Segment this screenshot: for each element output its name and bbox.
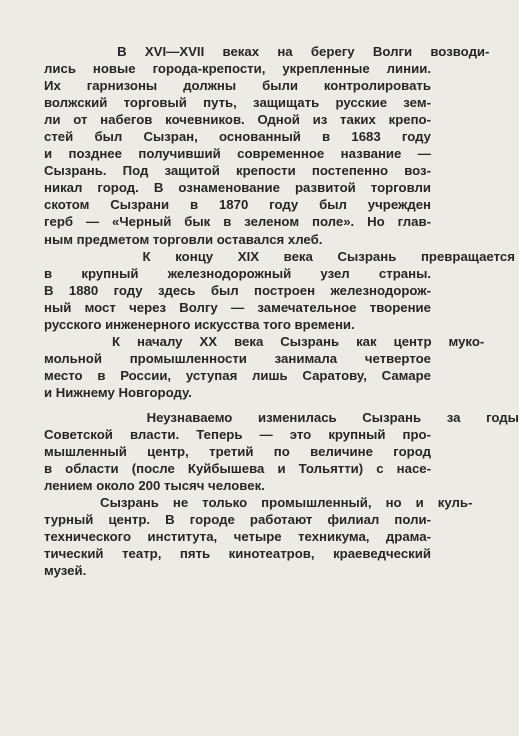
text-line: никал город. В ознаменование развитой торговли [44,180,431,196]
text-line: мышленный центр, третий по величине город [44,444,431,460]
text-line: в крупный железнодорожный узел страны. [44,265,431,281]
text-line: К началу XX века Сызрань как центр муко- [44,333,485,349]
text-block [44,43,519,579]
text-line: волжский торговый путь, защищать русские зем- [44,95,431,111]
text-line: ный мост через Волгу — замечательное творение [44,299,431,315]
text-line: Их гарнизоны должны были контролировать [44,78,431,94]
text-line: Советской власти. Теперь — это крупный про- [44,427,431,443]
text-line: русского инженерного искусства того времени. [44,316,355,332]
text-line: лением около 200 тысяч человек. [44,478,265,494]
text-line: и позднее получивший современное название — [44,146,431,162]
paragraph-group-2 [44,409,519,579]
text-line: скотом Сызрани в 1870 году был учрежден [44,197,431,213]
text-line: ли от набегов кочевников. Одной из таких крепо- [44,112,431,128]
text-line: Неузнаваемо изменилась Сызрань за годы [44,409,519,425]
text-line: мольной промышленности занимала четвертое [44,350,431,366]
paragraph-group-1 [44,43,515,401]
text-line: в области (после Куйбышева и Тольятти) с насе- [44,461,431,477]
text-line: герб — «Черный бык в зеленом поле». Но глав- [44,214,431,230]
text-line: тический театр, пять кинотеатров, краеведческий [44,546,431,562]
text-line: лись новые города-крепости, укрепленные линии. [44,61,431,77]
text-line: ным предметом торговли оставался хлеб. [44,231,323,247]
text-line: место в России, уступая лишь Саратову, Самаре [44,367,431,383]
text-line: К концу XIX века Сызрань превращается [44,248,515,264]
paragraph-gap [44,401,431,409]
text-line: музей. [44,563,87,579]
text-line: Сызрань. Под защитой крепости постепенно воз- [44,163,431,179]
text-line: и Нижнему Новгороду. [44,384,192,400]
text-line: В XVI—XVII веках на берегу Волги возводи- [44,44,490,59]
text-line: технического института, четыре техникума, драма- [44,529,431,545]
text-line: Сызрань не только промышленный, но и куль- [44,495,473,511]
text-line: В 1880 году здесь был построен железнодорож- [44,282,431,298]
text-line: турный центр. В городе работают филиал поли- [44,512,431,528]
text-line: стей был Сызран, основанный в 1683 году [44,129,431,145]
